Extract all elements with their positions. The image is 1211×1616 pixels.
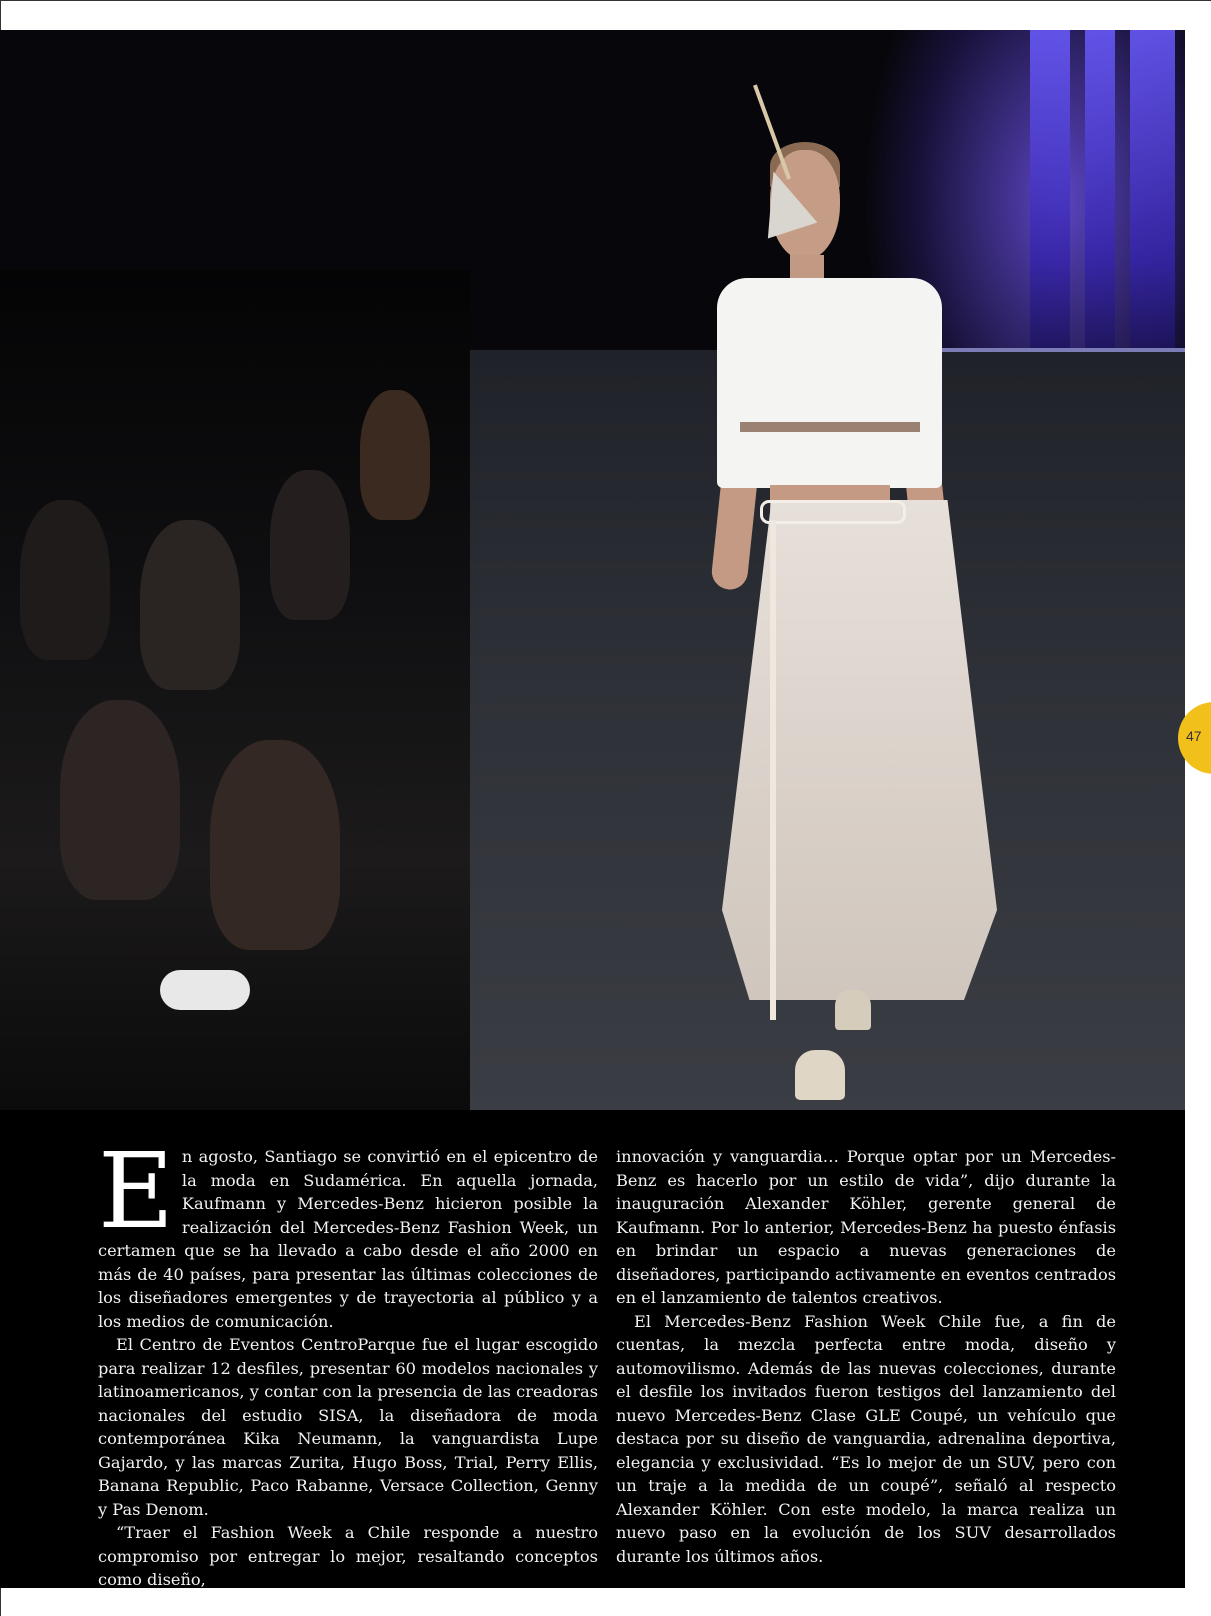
model-shirt	[717, 278, 942, 488]
stage-curtain	[1130, 30, 1175, 360]
model-shoe-left	[795, 1050, 845, 1100]
audience-figure	[360, 390, 430, 520]
audience-figure	[160, 970, 250, 1010]
audience-figure	[140, 520, 240, 690]
page-edge-top	[0, 0, 1211, 1]
stage-curtain	[1085, 30, 1115, 360]
audience-figure	[270, 470, 350, 620]
model-pants	[722, 500, 997, 1000]
audience-figure	[20, 500, 110, 660]
drop-cap: E	[98, 1130, 174, 1252]
article-column-right	[616, 1145, 1116, 1568]
audience	[0, 270, 470, 1110]
article-paragraph: innovación y vanguardia… Porque optar por un Mercedes-Benz es hacerlo por un estilo de vida”, dijo durante la inauguración Alexander Köhler, gerente general de Kaufmann. Por lo anterior, Mercedes-Benz ha puesto énfasis en brindar un espacio a nuevas generaciones de diseñadores, participando activamente en eventos centrados en el lanzamiento de talentos creativos.	[616, 1147, 1116, 1307]
magazine-page	[0, 30, 1185, 1588]
shirt-band	[740, 422, 920, 432]
article-paragraph: El Centro de Eventos CentroParque fue el lugar escogido para realizar 12 desfiles, presentar 60 modelos nacionales y latinoamericanos, y contar con la presencia de las creadoras nacionales del estudio SISA, la diseñadora de moda contemporánea Kika Neumann, la vanguardista Lupe Gajardo, y las marcas Zurita, Hugo Boss, Trial, Perry Ellis, Banana Republic, Paco Rabanne, Versace Collection, Genny y Pas Denom.	[98, 1335, 598, 1519]
article-paragraph: “Traer el Fashion Week a Chile responde a nuestro compromiso por entregar lo mejor, resaltando conceptos como diseño,	[98, 1523, 598, 1588]
audience-figure	[60, 700, 180, 900]
runway-edge	[940, 348, 1185, 352]
article-paragraph	[98, 1130, 598, 1333]
article-paragraph: El Mercedes-Benz Fashion Week Chile fue, a fin de cuentas, la mezcla perfecta entre moda, diseño y automovilismo. Además de las nuevas colecciones, durante el desfile los invitados fueron testigos del lanzamiento del nuevo Mercedes-Benz Clase GLE Coupé, un vehículo que destaca por su diseño de vanguardia, adrenalina deportiva, elegancia y exclusividad. “Es lo mejor de un SUV, pero con un traje a la medida de un coupé”, señaló al respecto Alexander Köhler. Con este modelo, la marca realiza un nuevo paso en la evolución de los SUV desarrollados durante los últimos años.	[616, 1311, 1116, 1566]
audience-figure	[210, 740, 340, 950]
rope-belt	[760, 500, 906, 524]
model-shoe-right	[835, 990, 871, 1030]
page-number: 47	[1186, 728, 1202, 744]
runway-photo	[0, 30, 1185, 1110]
rope-belt-end	[770, 520, 776, 1020]
stage-curtain	[1030, 30, 1070, 360]
article-column-left	[98, 1130, 598, 1588]
paragraph-text: n agosto, Santiago se convirtió en el epicentro de la moda en Sudamérica. En aquella jornada, Kaufmann y Mercedes-Benz hicieron posible la realización del Mercedes-Benz Fashion Week, un certamen que se ha llevado a cabo desde el año 2000 en más de 40 países, para presentar las últimas colecciones de los diseñadores emergentes y de trayectoria al público y a los medios de comunicación.	[98, 1147, 598, 1331]
